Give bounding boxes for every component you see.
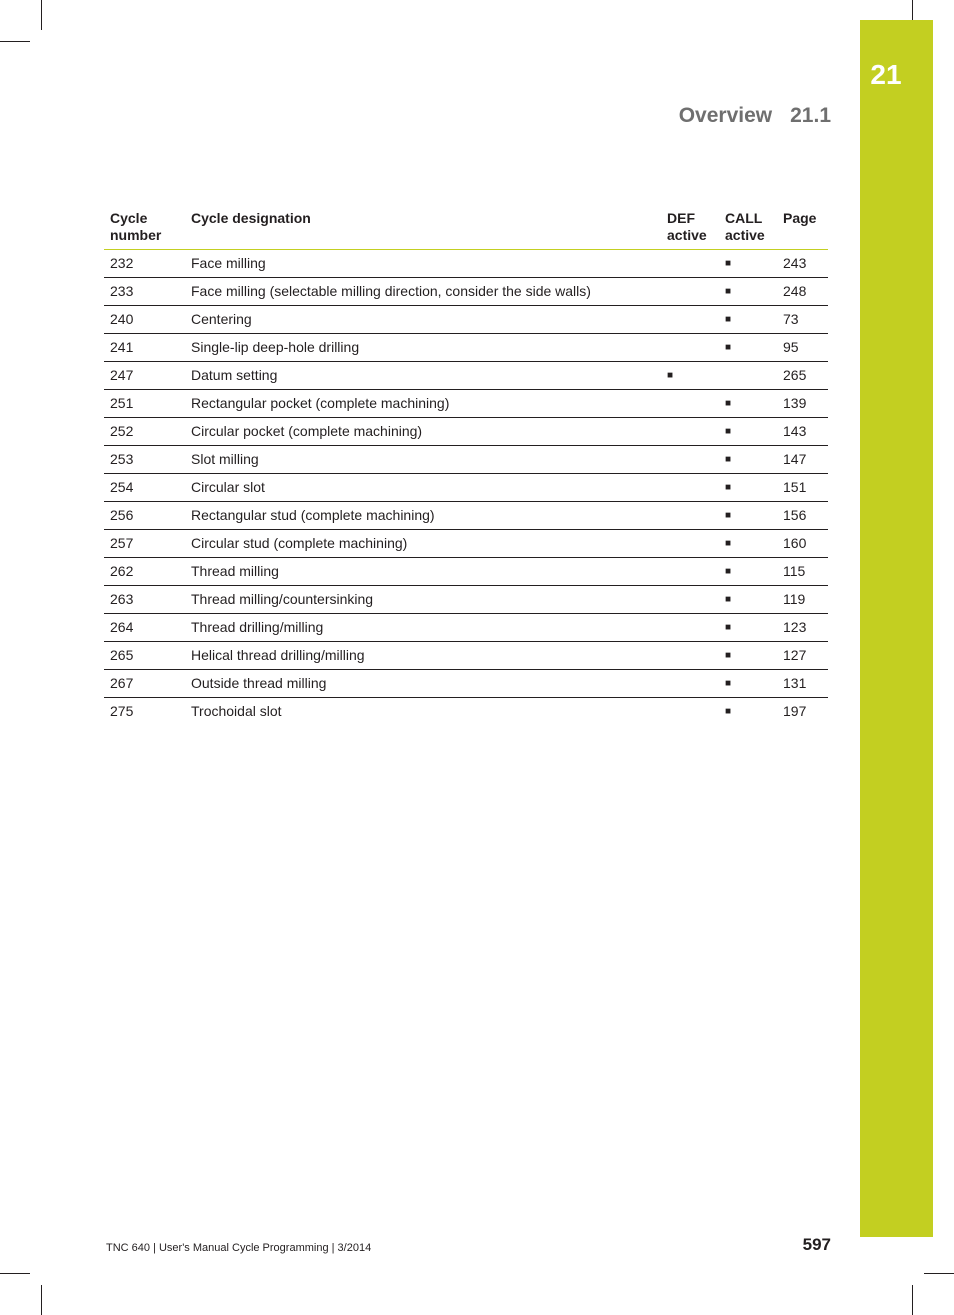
cell-def-active — [661, 558, 719, 586]
table-row — [104, 502, 828, 530]
cell-cycle-number: 264 — [104, 614, 185, 642]
cell-def-active — [661, 418, 719, 446]
active-marker-icon: ■ — [725, 594, 732, 605]
cell-page: 131 — [777, 670, 828, 698]
table-row — [104, 306, 828, 334]
cell-def-active — [661, 306, 719, 334]
cell-def-active — [661, 586, 719, 614]
cell-cycle-designation: Face milling — [185, 250, 661, 278]
table-row — [104, 530, 828, 558]
column-header-page: Page — [777, 206, 828, 250]
cell-cycle-number: 251 — [104, 390, 185, 418]
cell-cycle-number: 262 — [104, 558, 185, 586]
page-number: 597 — [802, 1235, 831, 1254]
table-row — [104, 698, 828, 726]
crop-mark — [912, 0, 913, 20]
table-row — [104, 278, 828, 306]
cell-def-active — [661, 278, 719, 306]
table-row — [104, 642, 828, 670]
table-row — [104, 614, 828, 642]
cell-call-active — [719, 558, 777, 586]
table-row — [104, 334, 828, 362]
cell-page: 119 — [777, 586, 828, 614]
cell-def-active — [661, 502, 719, 530]
cell-cycle-designation: Single-lip deep-hole drilling — [185, 334, 661, 362]
crop-mark — [924, 1273, 954, 1274]
table-header-row — [104, 206, 828, 250]
cell-cycle-designation: Rectangular pocket (complete machining) — [185, 390, 661, 418]
cell-cycle-number: 267 — [104, 670, 185, 698]
table-row — [104, 474, 828, 502]
cell-cycle-number: 252 — [104, 418, 185, 446]
cell-cycle-number: 254 — [104, 474, 185, 502]
chapter-tab — [860, 20, 933, 1237]
cell-cycle-number: 256 — [104, 502, 185, 530]
table-row — [104, 446, 828, 474]
cell-call-active — [719, 698, 777, 726]
cell-call-active — [719, 642, 777, 670]
cell-page: 73 — [777, 306, 828, 334]
running-head — [600, 101, 831, 131]
cell-call-active — [719, 502, 777, 530]
table-row — [104, 362, 828, 390]
table-row — [104, 586, 828, 614]
column-header-def-active: DEF active — [661, 206, 719, 250]
cell-cycle-designation: Datum setting — [185, 362, 661, 390]
crop-mark — [0, 1273, 30, 1274]
cell-def-active — [661, 698, 719, 726]
cell-cycle-number: 263 — [104, 586, 185, 614]
cell-def-active — [661, 250, 719, 278]
cell-cycle-designation: Circular slot — [185, 474, 661, 502]
cell-cycle-number: 240 — [104, 306, 185, 334]
cell-call-active — [719, 586, 777, 614]
cell-call-active — [719, 334, 777, 362]
cell-call-active — [719, 530, 777, 558]
cell-call-active — [719, 418, 777, 446]
active-marker-icon: ■ — [725, 342, 732, 353]
cell-cycle-designation: Centering — [185, 306, 661, 334]
cell-call-active — [719, 670, 777, 698]
cell-cycle-number: 257 — [104, 530, 185, 558]
active-marker-icon: ■ — [725, 706, 732, 717]
cell-page: 123 — [777, 614, 828, 642]
table-row — [104, 670, 828, 698]
crop-mark — [41, 0, 42, 30]
cell-page: 147 — [777, 446, 828, 474]
table-row — [104, 558, 828, 586]
cell-cycle-designation: Outside thread milling — [185, 670, 661, 698]
cell-call-active — [719, 362, 777, 390]
cell-page: 127 — [777, 642, 828, 670]
cell-cycle-number: 247 — [104, 362, 185, 390]
active-marker-icon: ■ — [725, 622, 732, 633]
cell-page: 265 — [777, 362, 828, 390]
table-body — [104, 250, 828, 726]
table-row — [104, 250, 828, 278]
cell-call-active — [719, 446, 777, 474]
active-marker-icon: ■ — [725, 566, 732, 577]
cell-page: 197 — [783, 703, 807, 719]
cell-cycle-designation: Trochoidal slot — [191, 703, 282, 719]
cell-page: 143 — [777, 418, 828, 446]
cell-def-active — [661, 474, 719, 502]
cell-cycle-number: 233 — [104, 278, 185, 306]
cell-cycle-number: 232 — [104, 250, 185, 278]
active-marker-icon: ■ — [725, 286, 732, 297]
active-marker-icon: ■ — [725, 650, 732, 661]
cell-def-active — [661, 390, 719, 418]
column-header-cycle-designation: Cycle designation — [185, 206, 661, 250]
cell-call-active — [719, 474, 777, 502]
cell-cycle-designation: Circular pocket (complete machining) — [185, 418, 661, 446]
crop-mark — [912, 1285, 913, 1315]
active-marker-icon: ■ — [725, 454, 732, 465]
active-marker-icon: ■ — [725, 678, 732, 689]
crop-mark — [41, 1285, 42, 1315]
cell-page: 151 — [777, 474, 828, 502]
active-marker-icon: ■ — [725, 258, 732, 269]
cell-cycle-designation: Thread drilling/milling — [185, 614, 661, 642]
active-marker-icon: ■ — [667, 370, 674, 381]
chapter-number: 21 — [870, 59, 902, 90]
cell-call-active — [719, 306, 777, 334]
table-row — [104, 418, 828, 446]
cell-def-active — [661, 530, 719, 558]
cell-def-active — [661, 614, 719, 642]
cell-def-active — [661, 670, 719, 698]
table-row — [104, 390, 828, 418]
crop-mark — [0, 41, 30, 42]
section-number: 21.1 — [790, 104, 831, 127]
cell-call-active — [719, 390, 777, 418]
cell-page: 160 — [777, 530, 828, 558]
cell-cycle-designation: Face milling (selectable milling direction, consider the side walls) — [185, 278, 661, 306]
active-marker-icon: ■ — [725, 398, 732, 409]
cell-page: 156 — [777, 502, 828, 530]
active-marker-icon: ■ — [725, 482, 732, 493]
cell-page: 95 — [777, 334, 828, 362]
footer-text: TNC 640 | User's Manual Cycle Programming | 3/2014 — [106, 1242, 372, 1254]
cell-cycle-designation: Thread milling — [185, 558, 661, 586]
cell-def-active — [661, 446, 719, 474]
cell-cycle-number: 241 — [104, 334, 185, 362]
cell-def-active — [661, 642, 719, 670]
cell-page: 248 — [777, 278, 828, 306]
cell-call-active — [719, 250, 777, 278]
cell-cycle-designation: Slot milling — [185, 446, 661, 474]
cell-call-active — [719, 278, 777, 306]
cell-cycle-number: 253 — [104, 446, 185, 474]
cell-def-active — [661, 334, 719, 362]
cell-cycle-designation: Rectangular stud (complete machining) — [185, 502, 661, 530]
cell-cycle-designation: Helical thread drilling/milling — [185, 642, 661, 670]
active-marker-icon: ■ — [725, 426, 732, 437]
cell-call-active — [719, 614, 777, 642]
cell-page: 139 — [777, 390, 828, 418]
cell-cycle-number: 265 — [104, 642, 185, 670]
active-marker-icon: ■ — [725, 314, 732, 325]
section-title: Overview — [678, 104, 773, 127]
cell-cycle-designation: Thread milling/countersinking — [185, 586, 661, 614]
cycle-overview-table — [104, 206, 828, 725]
cell-cycle-designation: Circular stud (complete machining) — [185, 530, 661, 558]
column-header-cycle-number: Cycle number — [104, 206, 185, 250]
active-marker-icon: ■ — [725, 538, 732, 549]
cell-page: 115 — [777, 558, 828, 586]
cell-page: 243 — [777, 250, 828, 278]
active-marker-icon: ■ — [725, 510, 732, 521]
cell-def-active — [661, 362, 719, 390]
column-header-call-active: CALL active — [719, 206, 777, 250]
cell-cycle-number: 275 — [110, 703, 134, 719]
